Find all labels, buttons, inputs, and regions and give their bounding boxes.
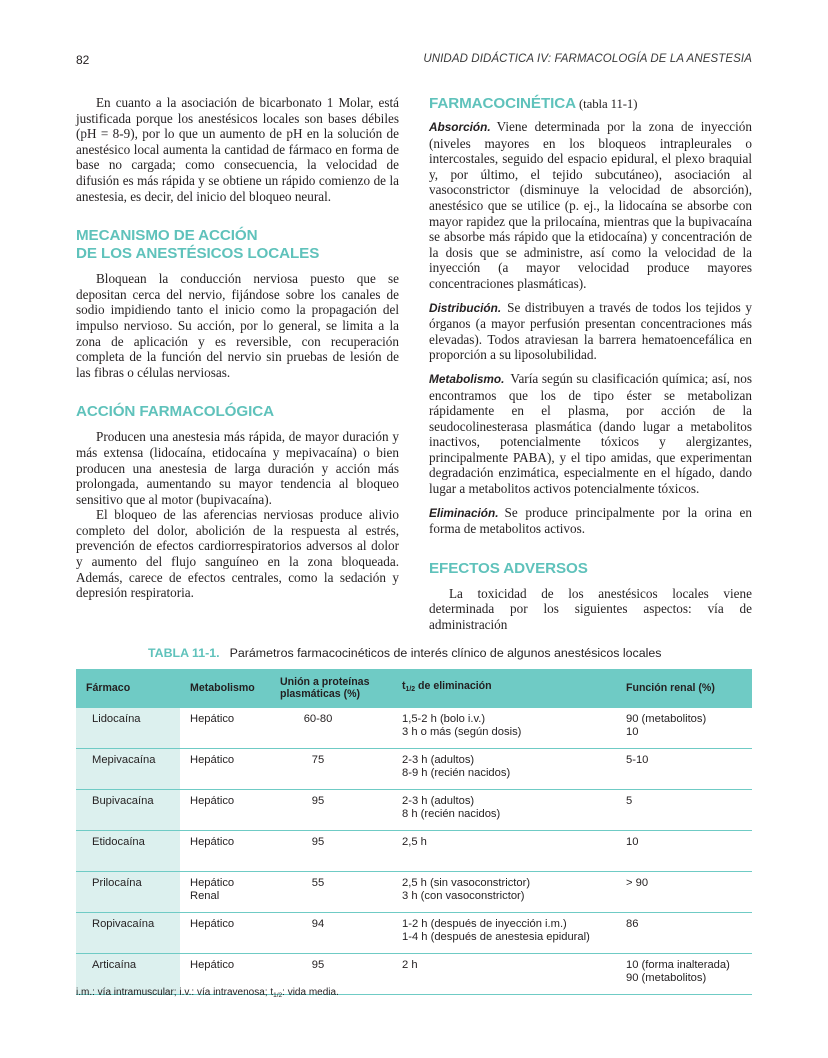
pharmacologic-action-heading: ACCIÓN FARMACOLÓGICA (76, 403, 274, 421)
header-half-life-rest: de eliminación (415, 679, 492, 692)
adverse-effects-paragraph: La toxicidad de los anestésicos locales viene determinada por los siguientes aspectos: vía de administración (429, 585, 752, 633)
elimination-text: Se produce principalmente por la orina en forma de metabolitos activos. (429, 504, 752, 537)
cell-protein-binding: 95 (274, 954, 392, 995)
pharmacologic-action-paragraph-2: El bloqueo de las aferencias nerviosas produce alivio completo del dolor, abolición de la respuesta al estrés, prevención de efectos cardiorrespiratorios adversos al dolor y aumento del flujo sanguíneo en la zona bloqueada. Además, carece de efectos centrales, como la sedación y depresión respiratoria. (76, 507, 399, 601)
cell-renal-line: > 90 (626, 877, 649, 889)
cell-metabolism-line: Renal (190, 890, 220, 903)
footnote-end: : vida media. (282, 987, 339, 998)
cell-renal (616, 831, 752, 872)
header-drug: Fármaco (76, 669, 180, 708)
cell-half-life (392, 872, 616, 913)
cell-protein-binding: 94 (274, 913, 392, 954)
absorption-text: Viene determinada por la zona de inyección (niveles mayores en los bloqueos intrapleurales o intercostales, seguido del espacio epidural, el plexo braquial y, por último, el tejido subcutáneo), asociación al vasoconstrictor (disminuye la velocidad de absorción), anestésico que se utilice (p. ej., la lidocaína se absorbe con mayor rapidez que la prilocaína, mientras que la bupivacaína se absorbe más rápido que la etidocaína) y concentración de la dosis que se administre, así como la velocidad de la inyección (a mayor velocidad produce mayores concentraciones plasmáticas). (429, 119, 752, 291)
cell-renal (616, 749, 752, 790)
pharmacokinetics-table (76, 669, 752, 995)
table-row (76, 831, 752, 872)
cell-half-life-line: 3 h o más (según dosis) (402, 726, 522, 739)
cell-metabolism-line: Hepático (190, 836, 235, 848)
header-protein-binding-line2: plasmáticas (%) (280, 688, 361, 700)
mechanism-heading (76, 227, 399, 263)
absorption-label: Absorción. (429, 120, 491, 134)
table-row (76, 872, 752, 913)
metabolism-label: Metabolismo. (429, 371, 505, 386)
cell-renal (616, 913, 752, 954)
left-column (76, 95, 399, 601)
cell-half-life (392, 708, 616, 749)
cell-metabolism-line: Hepático (190, 795, 235, 807)
cell-metabolism-line: Hepático (190, 754, 235, 766)
metabolism-text: Varía según su clasificación química; así, nos encontramos que los de tipo éster se metabolizan rápidamente en el plasma, por acción de la seudocolinesterasa plasmática (dando lugar a metabolitos inactivos, potencialmente tóxicos y alergizantes, principalmente PABA), y el tipo amidas, que experimentan degradación enzimática, especialmente en el hígado, dando lugar a metabolitos activos potencialmente tóxicos. (429, 370, 752, 497)
table-row (76, 913, 752, 954)
cell-half-life-line: 2 h (402, 959, 418, 971)
elimination-paragraph (429, 505, 752, 537)
adverse-effects-heading: EFECTOS ADVERSOS (429, 559, 588, 577)
cell-protein-binding: 95 (274, 790, 392, 831)
header-renal: Función renal (%) (616, 669, 752, 708)
table-row (76, 749, 752, 790)
cell-renal-line: 10 (forma inalterada) (626, 959, 730, 971)
cell-metabolism-line: Hepático (190, 713, 235, 725)
cell-half-life-line: 2-3 h (adultos) (402, 754, 475, 766)
table-reference: (tabla 11-1) (579, 97, 638, 111)
cell-half-life-line: 2-3 h (adultos) (402, 795, 475, 807)
cell-half-life (392, 831, 616, 872)
absorption-paragraph (429, 119, 752, 292)
cell-protein-binding: 75 (274, 749, 392, 790)
pharmacokinetics-heading (429, 95, 752, 113)
cell-renal-line: 5 (626, 795, 633, 807)
cell-drug: Lidocaína (76, 708, 180, 749)
running-title: UNIDAD DIDÁCTICA IV: FARMACOLOGÍA DE LA ANESTESIA (423, 53, 752, 65)
cell-renal-line: 90 (metabolitos) (626, 713, 707, 725)
cell-metabolism (180, 872, 274, 913)
pharmacokinetics-heading-text: FARMACOCINÉTICA (429, 95, 576, 112)
table-footnote (76, 987, 339, 999)
footnote-subscript: 1/2 (273, 992, 283, 999)
mechanism-paragraph: Bloquean la conducción nerviosa puesto que se depositan cerca del nervio, fijándose sobre los canales de sodio impidiendo tanto el inicio como la propagación del impulso nervioso. Su acción, por lo general, se limita a la zona de aplicación y es reversible, con recuperación completa de la función del nervio sin pruebas de lesión de las fibras o células nerviosas. (76, 271, 399, 380)
cell-half-life (392, 749, 616, 790)
table-label: TABLA 11-1. (148, 646, 220, 660)
header-half-life-t: t (402, 679, 406, 692)
cell-half-life-line: 8-9 h (recién nacidos) (402, 767, 511, 780)
metabolism-paragraph (429, 371, 752, 497)
cell-renal-line: 10 (626, 726, 639, 739)
cell-renal (616, 708, 752, 749)
cell-renal-line: 10 (626, 836, 639, 848)
cell-renal-line: 5-10 (626, 754, 649, 766)
distribution-label: Distribución. (429, 300, 502, 315)
cell-metabolism (180, 749, 274, 790)
cell-half-life-line: 2,5 h (402, 836, 427, 848)
cell-half-life (392, 790, 616, 831)
elimination-label: Eliminación. (429, 505, 499, 520)
mechanism-heading-line1: MECANISMO DE ACCIÓN (76, 227, 258, 245)
table-row (76, 708, 752, 749)
cell-half-life-line: 1-4 h (después de anestesia epidural) (402, 931, 590, 944)
pharmacologic-action-paragraph-1: Producen una anestesia más rápida, de mayor duración y más extensa (lidocaína, etidocaína y mepivacaína) o bien producen una anestesia de larga duración y acción más prolongada, aumentando su mayor tendencia al bloqueo sensitivo que al motor (bupivacaína). (76, 429, 399, 507)
table-row (76, 790, 752, 831)
cell-metabolism-line: Hepático (190, 959, 235, 971)
cell-metabolism (180, 708, 274, 749)
distribution-paragraph (429, 300, 752, 363)
cell-metabolism (180, 913, 274, 954)
cell-half-life-line: 8 h (recién nacidos) (402, 808, 501, 821)
cell-drug: Prilocaína (76, 872, 180, 913)
table-header-row (76, 669, 752, 708)
cell-half-life (392, 913, 616, 954)
table-caption-text: Parámetros farmacocinéticos de interés clínico de algunos anestésicos locales (229, 646, 662, 660)
cell-protein-binding: 55 (274, 872, 392, 913)
cell-drug: Mepivacaína (76, 749, 180, 790)
cell-renal (616, 954, 752, 995)
header-protein-binding (274, 669, 392, 708)
cell-protein-binding: 60-80 (274, 708, 392, 749)
cell-half-life-line: 1,5-2 h (bolo i.v.) (402, 713, 486, 725)
cell-drug: Bupivacaína (76, 790, 180, 831)
cell-drug: Etidocaína (76, 831, 180, 872)
cell-metabolism-line: Hepático (190, 918, 235, 930)
header-protein-binding-line1: Unión a proteínas (280, 675, 370, 688)
header-metabolism: Metabolismo (180, 669, 274, 708)
cell-half-life (392, 954, 616, 995)
cell-drug: Ropivacaína (76, 913, 180, 954)
cell-renal (616, 790, 752, 831)
header-half-life (392, 669, 616, 708)
cell-metabolism-line: Hepático (190, 877, 235, 889)
intro-paragraph: En cuanto a la asociación de bicarbonato 1 Molar, está justificada porque los anestésicos locales son bases débiles (pH = 8-9), por lo que un aumento de pH en la solución de anestésico local aumenta la cantidad de fármaco en forma de base no cargada; como consecuencia, la velocidad de difusión es más rápida y se obtiene un rápido comienzo de la anestesia, es decir, del inicio del bloqueo neural. (76, 95, 399, 204)
cell-drug: Articaína (76, 954, 180, 995)
mechanism-heading-line2: DE LOS ANESTÉSICOS LOCALES (76, 245, 320, 263)
cell-protein-binding: 95 (274, 831, 392, 872)
cell-half-life-line: 3 h (con vasoconstrictor) (402, 890, 525, 903)
cell-metabolism (180, 831, 274, 872)
cell-renal-line: 90 (metabolitos) (626, 972, 707, 985)
footnote-start: i.m.: vía intramuscular; i.v.: vía intravenosa; t (76, 987, 274, 998)
page-number: 82 (76, 53, 90, 67)
table-caption (148, 646, 661, 660)
cell-half-life-line: 1-2 h (después de inyección i.m.) (402, 918, 567, 930)
right-column (429, 95, 752, 633)
cell-renal-line: 86 (626, 918, 639, 930)
cell-metabolism (180, 790, 274, 831)
header-half-life-subscript: 1/2 (405, 685, 416, 693)
cell-renal (616, 872, 752, 913)
distribution-text: Se distribuyen a través de todos los tejidos y órganos (a mayor perfusión presentan concentraciones más elevadas). Todos atraviesan la barrera hematoencefálica en proporción a su liposolubilidad. (429, 299, 752, 363)
cell-half-life-line: 2,5 h (sin vasoconstrictor) (402, 877, 531, 889)
